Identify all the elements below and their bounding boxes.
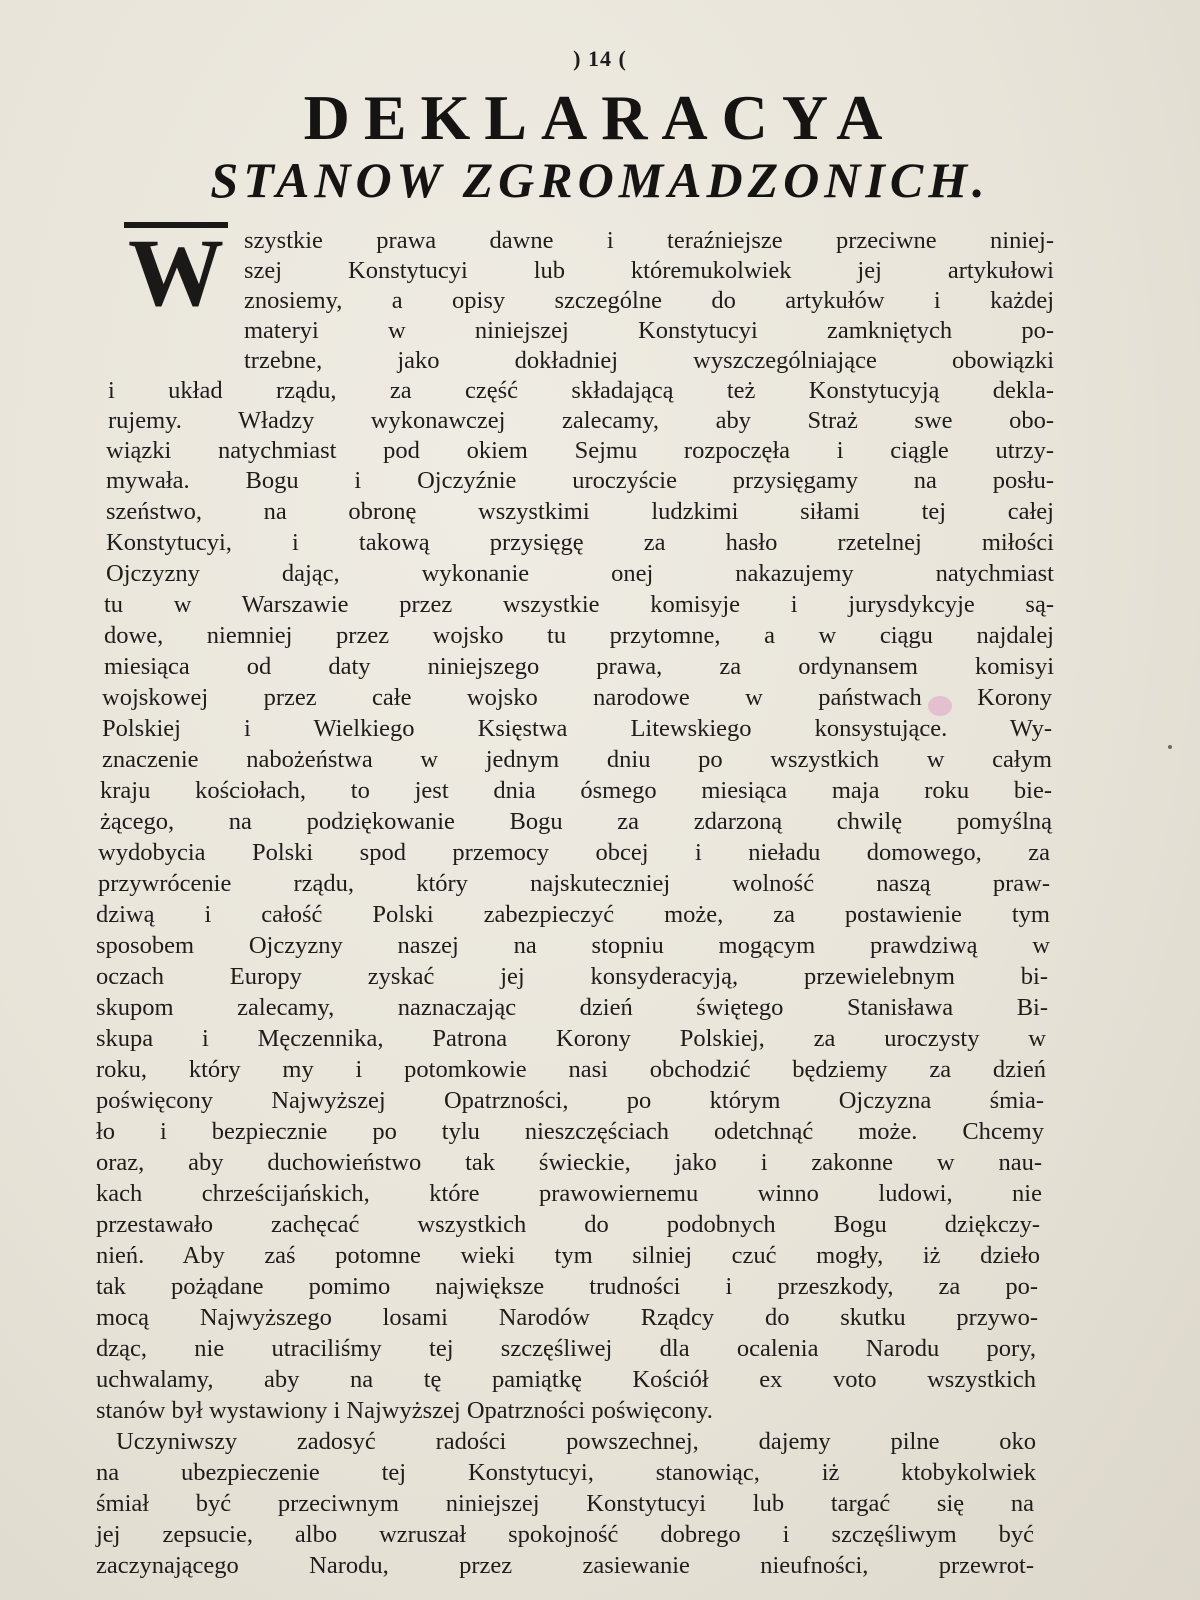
text-line: tu w Warszawie przez wszystkie komisyje i jurysdykcyje są- — [104, 591, 1054, 618]
text-line: uchwalamy, aby na tę pamiątkę Kościół ex voto wszystkich — [96, 1366, 1036, 1393]
text-line: ło i bezpiecznie po tylu nieszczęściach odetchnąć może. Chcemy — [96, 1118, 1044, 1145]
text-line: Konstytucyi, i takową przysięgę za hasło rzetelnej miłości — [106, 529, 1054, 556]
text-line: nień. Aby zaś potomne wieki tym silniej czuć mogły, iż dzieło — [96, 1242, 1040, 1269]
text-line: zaczynającego Narodu, przez zasiewanie nieufności, przewrot- — [96, 1552, 1034, 1579]
text-line: dziwą i całość Polski zabezpieczyć może, za postawienie tym — [96, 901, 1050, 928]
text-line: jej zepsucie, albo wzruszał spokojność dobrego i szczęśliwym być — [96, 1521, 1034, 1548]
text-line: przestawało zachęcać wszystkich do podobnych Bogu dziękczy- — [96, 1211, 1040, 1238]
text-line: mywała. Bogu i Ojczyźnie uroczyście przysięgamy na posłu- — [106, 467, 1054, 494]
text-line: dowe, niemniej przez wojsko tu przytomne, a w ciągu najdalej — [104, 622, 1054, 649]
text-line: Uczyniwszy zadosyć radości powszechnej, dajemy pilne oko — [116, 1428, 1036, 1455]
drop-cap-letter: W — [124, 222, 228, 320]
text-line: śmiał być przeciwnym niniejszej Konstytucyi lub targać się na — [96, 1490, 1034, 1517]
text-line: wydobycia Polski spod przemocy obcej i nieładu domowego, za — [98, 839, 1050, 866]
paper-speck — [1168, 745, 1172, 749]
text-line: dząc, nie utraciliśmy tej szczęśliwej dla ocalenia Narodu pory, — [96, 1335, 1036, 1362]
text-line: znaczenie nabożeństwa w jednym dniu po wszystkich w całym — [102, 746, 1052, 773]
text-line: kraju kościołach, to jest dnia ósmego miesiąca maja roku bie- — [100, 777, 1052, 804]
text-line: skupom zalecamy, naznaczając dzień świętego Stanisława Bi- — [96, 994, 1048, 1021]
text-line: i układ rządu, za część składającą też Konstytucyją dekla- — [108, 377, 1054, 404]
text-line: mocą Najwyższego losami Narodów Rządcy do skutku przywo- — [96, 1304, 1038, 1331]
text-line: Ojczyzny dając, wykonanie onej nakazujemy natychmiast — [106, 560, 1054, 587]
text-line: kach chrześcijańskich, które prawowiernemu winno ludowi, nie — [96, 1180, 1042, 1207]
ink-smudge — [928, 696, 952, 716]
text-line: znosiemy, a opisy szczególne do artykułów i każdej — [244, 287, 1054, 314]
text-line: sposobem Ojczyzny naszej na stopniu mogącym prawdziwą w — [96, 932, 1050, 959]
text-line: oraz, aby duchowieństwo tak świeckie, jako i zakonne w nau- — [96, 1149, 1042, 1176]
text-line: stanów był wystawiony i Najwyższej Opatrzności poświęcony. — [96, 1397, 713, 1424]
text-line: tak pożądane pomimo największe trudności i przeszkody, za po- — [96, 1273, 1038, 1300]
text-line: oczach Europy zyskać jej konsyderacyją, przewielebnym bi- — [96, 963, 1048, 990]
text-line: wiązki natychmiast pod okiem Sejmu rozpoczęła i ciągle utrzy- — [106, 437, 1054, 464]
text-line: roku, który my i potomkowie nasi obchodzić będziemy za dzień — [96, 1056, 1046, 1083]
page-title: DEKLARACYA — [303, 82, 897, 153]
text-line: szeństwo, na obronę wszystkimi ludzkimi siłami tej całej — [106, 498, 1054, 525]
text-line: wojskowej przez całe wojsko narodowe w państwach Korony — [102, 684, 1052, 711]
text-line: miesiąca od daty niniejszego prawa, za ordynansem komisyi — [104, 653, 1054, 680]
page-subtitle: STANOW ZGROMADZONICH. — [210, 152, 990, 208]
text-line: trzebne, jako dokładniej wyszczególniające obowiązki — [244, 347, 1054, 374]
text-line: poświęcony Najwyższej Opatrzności, po którym Ojczyzna śmia- — [96, 1087, 1044, 1114]
text-line: Polskiej i Wielkiego Księstwa Litewskiego konsystujące. Wy- — [102, 715, 1052, 742]
text-line: szej Konstytucyi lub któremukolwiek jej artykułowi — [244, 257, 1054, 284]
text-line: szystkie prawa dawne i teraźniejsze przeciwne niniej- — [244, 227, 1054, 254]
text-line: żącego, na podziękowanie Bogu za zdarzoną chwilę pomyślną — [100, 808, 1052, 835]
text-line: na ubezpieczenie tej Konstytucyi, stanowiąc, iż ktobykolwiek — [96, 1459, 1036, 1486]
text-line: przywrócenie rządu, który najskuteczniej wolność naszą praw- — [98, 870, 1050, 897]
text-line: materyi w niniejszej Konstytucyi zamkniętych po- — [244, 317, 1054, 344]
text-line: rujemy. Władzy wykonawczej zalecamy, aby Straż swe obo- — [108, 407, 1054, 434]
text-line: skupa i Męczennika, Patrona Korony Polskiej, za uroczysty w — [96, 1025, 1046, 1052]
page-number: ) 14 ( — [573, 46, 627, 71]
